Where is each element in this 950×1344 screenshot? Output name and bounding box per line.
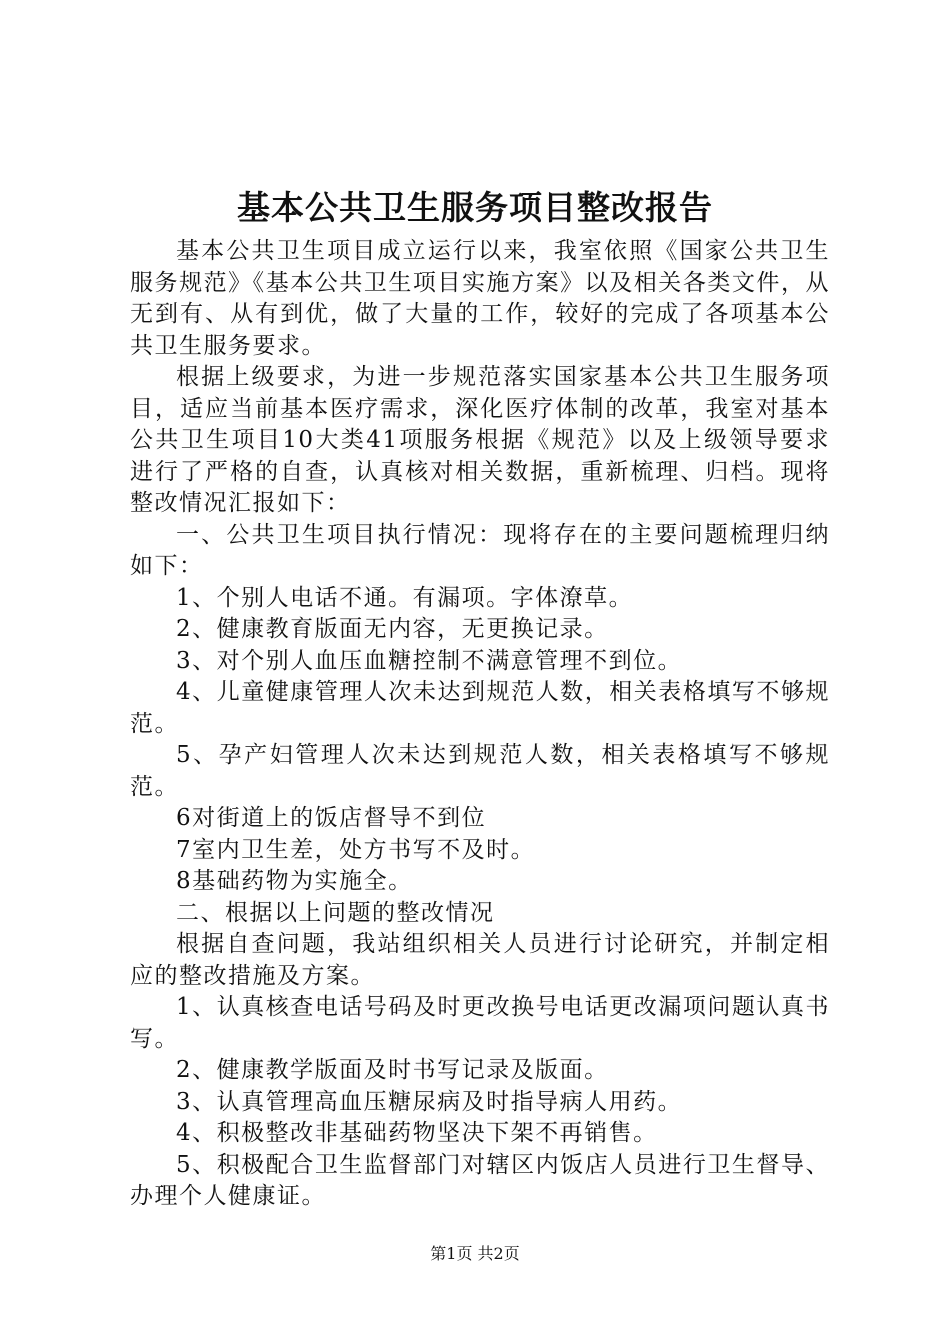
rectification-item-2: 2、健康教学版面及时书写记录及版面。: [176, 1057, 609, 1083]
paragraph-intro: 基本公共卫生项目成立运行以来，我室依照《国家公共卫生服务规范》《基本公共卫生项目实施方案》以及相关各类文件，从无到有、从有到优，做了大量的工作，较好的完成了各项基本公共卫生服务要求。: [130, 238, 830, 359]
rectification-item-4: 4、积极整改非基础药物坚决下架不再销售。: [176, 1120, 658, 1146]
problem-item-5: 5、孕产妇管理人次未达到规范人数，相关表格填写不够规范。: [130, 742, 830, 800]
rectification-item-5: 5、积极配合卫生监督部门对辖区内饭店人员进行卫生督导、办理个人健康证。: [130, 1151, 830, 1209]
paragraph-background: 根据上级要求，为进一步规范落实国家基本公共卫生服务项目，适应当前基本医疗需求，深化医疗体制的改革，我室对基本公共卫生项目10大类41项服务根据《规范》以及上级领导要求进行了严格的自查，认真核对相关数据，重新梳理、归档。现将整改情况汇报如下：: [130, 364, 830, 516]
problem-item-8: 8基础药物为实施全。: [176, 868, 413, 894]
document-body: [130, 236, 830, 1213]
rectification-intro: 根据自查问题，我站组织相关人员进行讨论研究，并制定相应的整改措施及方案。: [130, 931, 830, 989]
problem-item-1: 1、个别人电话不通。有漏项。字体潦草。: [176, 584, 634, 611]
page-number-footer: 第1页 共2页: [430, 1244, 520, 1263]
problem-item-4: 4、儿童健康管理人次未达到规范人数，相关表格填写不够规范。: [130, 679, 830, 737]
section-heading-1: 一、公共卫生项目执行情况：现将存在的主要问题梳理归纳如下：: [130, 521, 830, 579]
problem-item-3: 3、对个别人血压血糖控制不满意管理不到位。: [176, 647, 683, 674]
section-heading-2: 二、根据以上问题的整改情况: [176, 899, 495, 926]
rectification-item-3: 3、认真管理高血压糖尿病及时指导病人用药。: [176, 1088, 683, 1115]
problem-item-6: 6对街道上的饭店督导不到位: [176, 805, 487, 831]
document-title: 基本公共卫生服务项目整改报告: [237, 188, 713, 227]
problem-item-2: 2、健康教育版面无内容，无更换记录。: [176, 616, 609, 642]
rectification-item-1: 1、认真核查电话号码及时更改换号电话更改漏项问题认真书写。: [130, 994, 830, 1052]
problem-item-7: 7室内卫生差，处方书写不及时。: [176, 836, 536, 863]
